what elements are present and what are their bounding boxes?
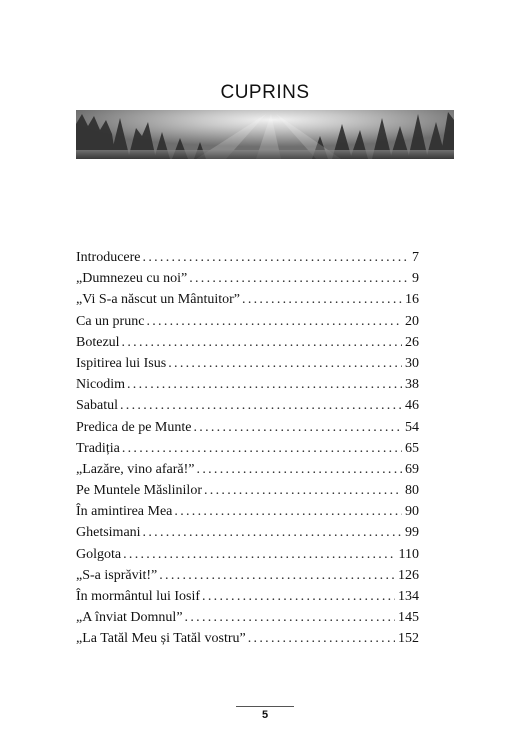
dot-leader (168, 356, 402, 372)
toc-entry[interactable] (76, 483, 419, 504)
dot-leader (123, 547, 395, 563)
page-number: 5 (261, 709, 269, 721)
toc-entry[interactable] (76, 271, 419, 292)
toc-entry[interactable] (76, 610, 419, 631)
toc-entry-page: 90 (405, 504, 419, 520)
toc-entry-page: 7 (412, 250, 419, 265)
toc-entry-page: 145 (398, 610, 419, 626)
toc-entry[interactable] (76, 250, 419, 271)
dot-leader (174, 504, 402, 520)
toc-entry[interactable] (76, 589, 419, 610)
toc-entry-title: Ispitirea lui Isus (76, 355, 167, 371)
toc-entry-title: În amintirea Mea (76, 504, 173, 520)
toc-entry[interactable] (76, 292, 419, 313)
toc-entry-page: 9 (412, 271, 419, 287)
toc-entry-page: 126 (398, 567, 419, 583)
toc-entry-page: 46 (405, 398, 419, 414)
toc-entry-title: Golgota (76, 546, 122, 562)
toc-entry-title: „Vi S-a născut un Mântuitor” (76, 292, 241, 308)
page-title: CUPRINS (220, 82, 310, 103)
toc-entry[interactable] (76, 631, 419, 652)
toc-entry-page: 69 (405, 461, 419, 477)
toc-entry[interactable] (76, 504, 419, 525)
dot-leader (193, 420, 402, 436)
dot-leader (204, 483, 402, 499)
toc-entry-page: 65 (405, 440, 419, 456)
footer-divider (236, 706, 294, 707)
dot-leader (242, 292, 402, 308)
toc-entry[interactable] (76, 462, 419, 483)
toc-entry[interactable] (76, 335, 419, 356)
toc-entry-title: „La Tatăl Meu și Tatăl vostru” (76, 631, 246, 647)
toc-entry-page: 54 (405, 419, 419, 435)
dot-leader (127, 377, 402, 393)
toc-entry-title: Ca un prunc (76, 313, 145, 329)
dot-leader (120, 398, 402, 414)
dot-leader (143, 525, 402, 541)
toc-entry[interactable] (76, 420, 419, 441)
toc-entry[interactable] (76, 314, 419, 335)
toc-entry[interactable] (76, 547, 419, 568)
dot-leader (185, 610, 395, 626)
toc-entry[interactable] (76, 356, 419, 377)
toc-entry-title: Nicodim (76, 377, 125, 393)
toc-entry[interactable] (76, 398, 419, 419)
toc-entry-page: 26 (405, 334, 419, 350)
toc-entry-title: Introducere (76, 250, 141, 265)
dot-leader (197, 462, 402, 478)
toc-entry-page: 134 (398, 589, 419, 604)
toc-entry[interactable] (76, 441, 419, 462)
toc-entry-title: Ghetsimani (76, 525, 141, 541)
toc-entry-title: „A înviat Domnul” (76, 610, 183, 626)
toc-entry-page: 20 (405, 313, 419, 329)
toc-entry-page: 99 (405, 525, 419, 541)
table-of-contents (76, 250, 419, 653)
dot-leader (122, 335, 402, 351)
dot-leader (146, 314, 402, 330)
toc-entry-page: 30 (405, 355, 419, 371)
toc-entry-title: Botezul (76, 334, 120, 350)
toc-entry-title: „S-a isprăvit!” (76, 567, 158, 583)
toc-entry-title: „Dumnezeu cu noi” (76, 271, 188, 287)
toc-entry-title: Tradiția (76, 440, 120, 456)
dot-leader (159, 568, 395, 584)
toc-entry-title: „Lazăre, vino afară!” (76, 461, 195, 477)
dot-leader (248, 631, 395, 647)
toc-entry-page: 16 (405, 292, 419, 308)
dot-leader (189, 271, 409, 287)
toc-entry-title: În mormântul lui Iosif (76, 589, 201, 604)
toc-entry[interactable] (76, 377, 419, 398)
toc-entry-page: 110 (398, 546, 419, 562)
dot-leader (143, 250, 409, 266)
toc-entry-title: Predica de pe Munte (76, 419, 192, 435)
forest-banner-image (76, 110, 454, 159)
toc-entry-page: 80 (405, 483, 419, 499)
toc-entry[interactable] (76, 525, 419, 546)
dot-leader (202, 589, 395, 605)
dot-leader (122, 441, 402, 457)
toc-entry-page: 152 (398, 631, 419, 647)
toc-entry-page: 38 (405, 377, 419, 393)
toc-entry[interactable] (76, 568, 419, 589)
toc-entry-title: Sabatul (76, 398, 118, 414)
toc-entry-title: Pe Muntele Măslinilor (76, 483, 202, 499)
